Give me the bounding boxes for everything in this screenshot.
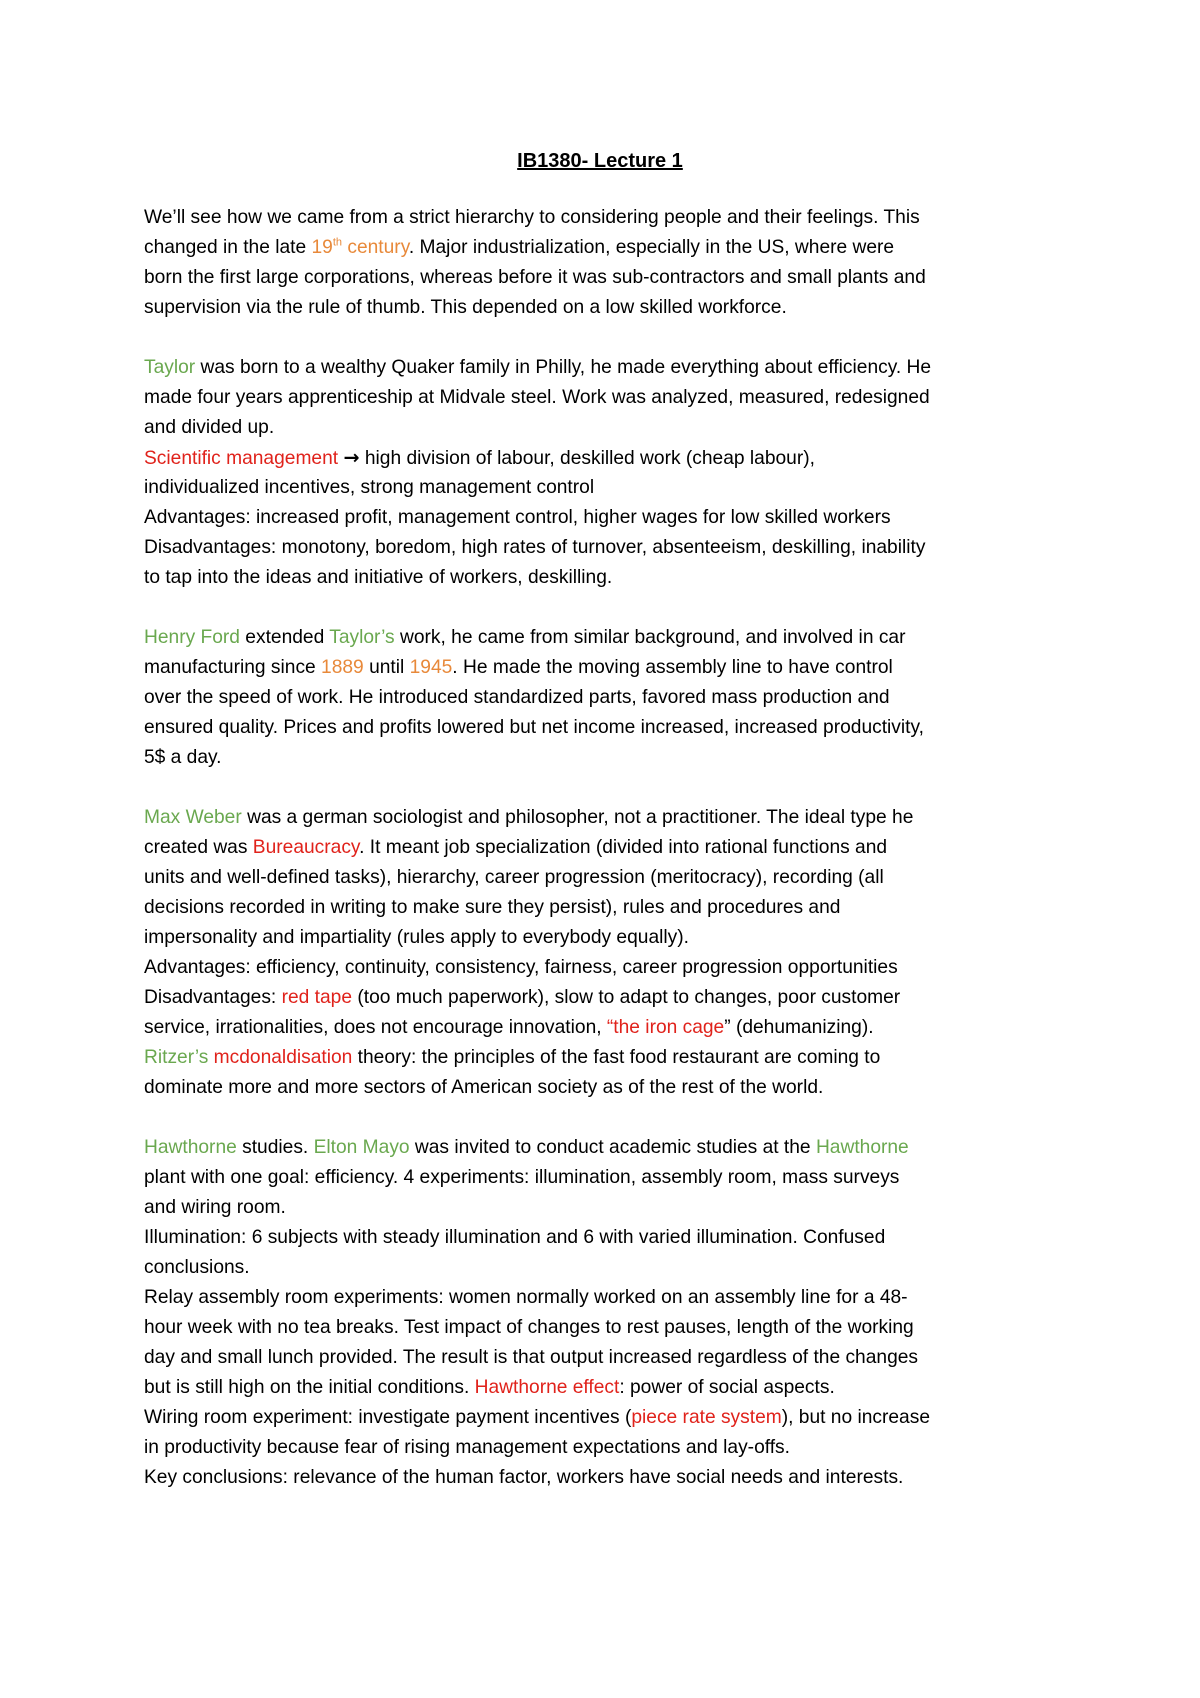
text-line bbox=[144, 683, 1094, 713]
text-run: manufacturing since bbox=[144, 657, 322, 678]
text-run: work, he came from similar background, and involved in car bbox=[394, 627, 906, 648]
text-line bbox=[144, 1373, 1094, 1403]
text-run: Illumination: 6 subjects with steady illumination and 6 with varied illumination. Confused bbox=[144, 1227, 886, 1248]
text-run: . Major industrialization, especially in the US, where were bbox=[408, 237, 895, 258]
text-run: created was bbox=[144, 837, 253, 858]
text-line bbox=[144, 263, 1094, 293]
person-name: Taylor bbox=[144, 357, 196, 378]
key-term: mcdonaldisation bbox=[213, 1047, 353, 1068]
text-run: made four years apprenticeship at Midvale steel. Work was analyzed, measured, redesigned bbox=[144, 387, 930, 408]
text-line bbox=[144, 1343, 1094, 1373]
text-line bbox=[144, 233, 1094, 263]
text-run: hour week with no tea breaks. Test impact of changes to rest pauses, length of the working bbox=[144, 1317, 914, 1338]
text-line bbox=[144, 1043, 1094, 1073]
text-line bbox=[144, 1013, 1094, 1043]
text-run: but is still high on the initial conditions. bbox=[144, 1377, 475, 1398]
text-line bbox=[144, 1403, 1094, 1433]
key-term: piece rate system bbox=[631, 1407, 782, 1428]
paragraph bbox=[144, 203, 1094, 323]
person-name: Hawthorne bbox=[144, 1137, 237, 1158]
text-run: Advantages: efficiency, continuity, consistency, fairness, career progression opportunities bbox=[144, 957, 898, 978]
text-run: extended bbox=[239, 627, 330, 648]
document-body bbox=[144, 203, 1094, 1523]
key-term: Bureaucracy bbox=[252, 837, 360, 858]
key-term: Hawthorne effect bbox=[474, 1377, 620, 1398]
text-run: theory: the principles of the fast food restaurant are coming to bbox=[352, 1047, 881, 1068]
date-highlight: 1889 bbox=[321, 657, 364, 678]
text-line bbox=[144, 1163, 1094, 1193]
key-term: “the iron cage bbox=[606, 1017, 725, 1038]
date-highlight: 1945 bbox=[409, 657, 453, 678]
text-line bbox=[144, 533, 1094, 563]
date-highlight: century bbox=[342, 237, 409, 258]
text-run: over the speed of work. He introduced standardized parts, favored mass production and bbox=[144, 687, 890, 708]
text-run: born the first large corporations, whereas before it was sub-contractors and small plants and bbox=[144, 267, 926, 288]
text-run: conclusions. bbox=[144, 1257, 250, 1278]
text-line bbox=[144, 1223, 1094, 1253]
key-term: red tape bbox=[281, 987, 353, 1008]
text-line bbox=[144, 983, 1094, 1013]
text-run: Wiring room experiment: investigate payment incentives ( bbox=[144, 1407, 632, 1428]
text-run: ensured quality. Prices and profits lowered but net income increased, increased productivity, bbox=[144, 717, 924, 738]
text-run: service, irrationalities, does not encourage innovation, bbox=[144, 1017, 607, 1038]
text-run: Key conclusions: relevance of the human factor, workers have social needs and interests. bbox=[144, 1467, 904, 1488]
text-line bbox=[144, 1313, 1094, 1343]
text-line bbox=[144, 1133, 1094, 1163]
text-run: high division of labour, deskilled work (cheap labour), bbox=[359, 448, 815, 469]
text-run: and divided up. bbox=[144, 417, 275, 438]
person-name: Elton Mayo bbox=[313, 1137, 410, 1158]
text-run: was born to a wealthy Quaker family in Philly, he made everything about efficiency. He bbox=[195, 357, 932, 378]
text-run: dominate more and more sectors of American society as of the rest of the world. bbox=[144, 1077, 824, 1098]
text-run: units and well-defined tasks), hierarchy, career progression (meritocracy), recording (all bbox=[144, 867, 884, 888]
text-run: and wiring room. bbox=[144, 1197, 286, 1218]
text-run: individualized incentives, strong management control bbox=[144, 477, 595, 498]
text-run: decisions recorded in writing to make sure they persist), rules and procedures and bbox=[144, 897, 841, 918]
key-term: Scientific management bbox=[144, 448, 339, 469]
text-line bbox=[144, 353, 1094, 383]
text-line bbox=[144, 1253, 1094, 1283]
text-line bbox=[144, 923, 1094, 953]
text-line bbox=[144, 803, 1094, 833]
text-run: Disadvantages: bbox=[144, 987, 282, 1008]
text-line bbox=[144, 653, 1094, 683]
paragraph bbox=[144, 1133, 1094, 1493]
text-run: until bbox=[363, 657, 410, 678]
page-title: IB1380- Lecture 1 bbox=[517, 150, 683, 172]
text-line bbox=[144, 383, 1094, 413]
text-line bbox=[144, 443, 1094, 473]
text-run: Relay assembly room experiments: women normally worked on an assembly line for a 48- bbox=[144, 1287, 908, 1308]
text-line bbox=[144, 893, 1094, 923]
date-highlight: 19 bbox=[311, 237, 333, 258]
text-line bbox=[144, 293, 1094, 323]
text-line bbox=[144, 623, 1094, 653]
text-run: changed in the late bbox=[144, 237, 312, 258]
text-run: . It meant job specialization (divided into rational functions and bbox=[359, 837, 888, 858]
text-line bbox=[144, 1463, 1094, 1493]
text-line bbox=[144, 1433, 1094, 1463]
text-run: Disadvantages: monotony, boredom, high rates of turnover, absenteeism, deskilling, inability bbox=[144, 537, 926, 558]
text-line bbox=[144, 1073, 1094, 1103]
text-run: was invited to conduct academic studies at the bbox=[409, 1137, 816, 1158]
paragraph bbox=[144, 353, 1094, 593]
text-run: (too much paperwork), slow to adapt to changes, poor customer bbox=[352, 987, 901, 1008]
text-line bbox=[144, 743, 1094, 773]
text-run: ), but no increase bbox=[781, 1407, 930, 1428]
text-run: was a german sociologist and philosopher, not a practitioner. The ideal type he bbox=[241, 807, 914, 828]
text-run: Advantages: increased profit, management control, higher wages for low skilled workers bbox=[144, 507, 891, 528]
text-run: . He made the moving assembly line to have control bbox=[452, 657, 893, 678]
person-name: Ritzer’s bbox=[144, 1047, 209, 1068]
paragraph bbox=[144, 623, 1094, 773]
person-name: Max Weber bbox=[144, 807, 242, 828]
text-run: studies. bbox=[236, 1137, 314, 1158]
text-run: ” (dehumanizing). bbox=[724, 1017, 874, 1038]
text-line bbox=[144, 473, 1094, 503]
text-line bbox=[144, 863, 1094, 893]
text-run: in productivity because fear of rising management expectations and lay-offs. bbox=[144, 1437, 790, 1458]
text-line bbox=[144, 1193, 1094, 1223]
text-line bbox=[144, 563, 1094, 593]
text-run: supervision via the rule of thumb. This depended on a low skilled workforce. bbox=[144, 297, 787, 318]
person-name: Hawthorne bbox=[815, 1137, 909, 1158]
text-run: 5$ a day. bbox=[144, 747, 222, 768]
date-highlight: th bbox=[332, 236, 343, 249]
arrow-right-icon: → bbox=[343, 446, 360, 469]
text-line bbox=[144, 203, 1094, 233]
text-run: : power of social aspects. bbox=[619, 1377, 835, 1398]
text-run: to tap into the ideas and initiative of workers, deskilling. bbox=[144, 567, 613, 588]
text-run: We’ll see how we came from a strict hierarchy to considering people and their feelings. This bbox=[144, 207, 920, 228]
paragraph bbox=[144, 803, 1094, 1103]
person-name: Taylor’s bbox=[329, 627, 395, 648]
text-line bbox=[144, 1283, 1094, 1313]
text-run: day and small lunch provided. The result is that output increased regardless of the changes bbox=[144, 1347, 919, 1368]
text-line bbox=[144, 833, 1094, 863]
text-line bbox=[144, 413, 1094, 443]
text-run: impersonality and impartiality (rules apply to everybody equally). bbox=[144, 927, 689, 948]
person-name: Henry Ford bbox=[144, 627, 240, 648]
text-run: plant with one goal: efficiency. 4 experiments: illumination, assembly room, mass surveys bbox=[144, 1167, 900, 1188]
text-line bbox=[144, 713, 1094, 743]
text-line bbox=[144, 953, 1094, 983]
text-line bbox=[144, 503, 1094, 533]
